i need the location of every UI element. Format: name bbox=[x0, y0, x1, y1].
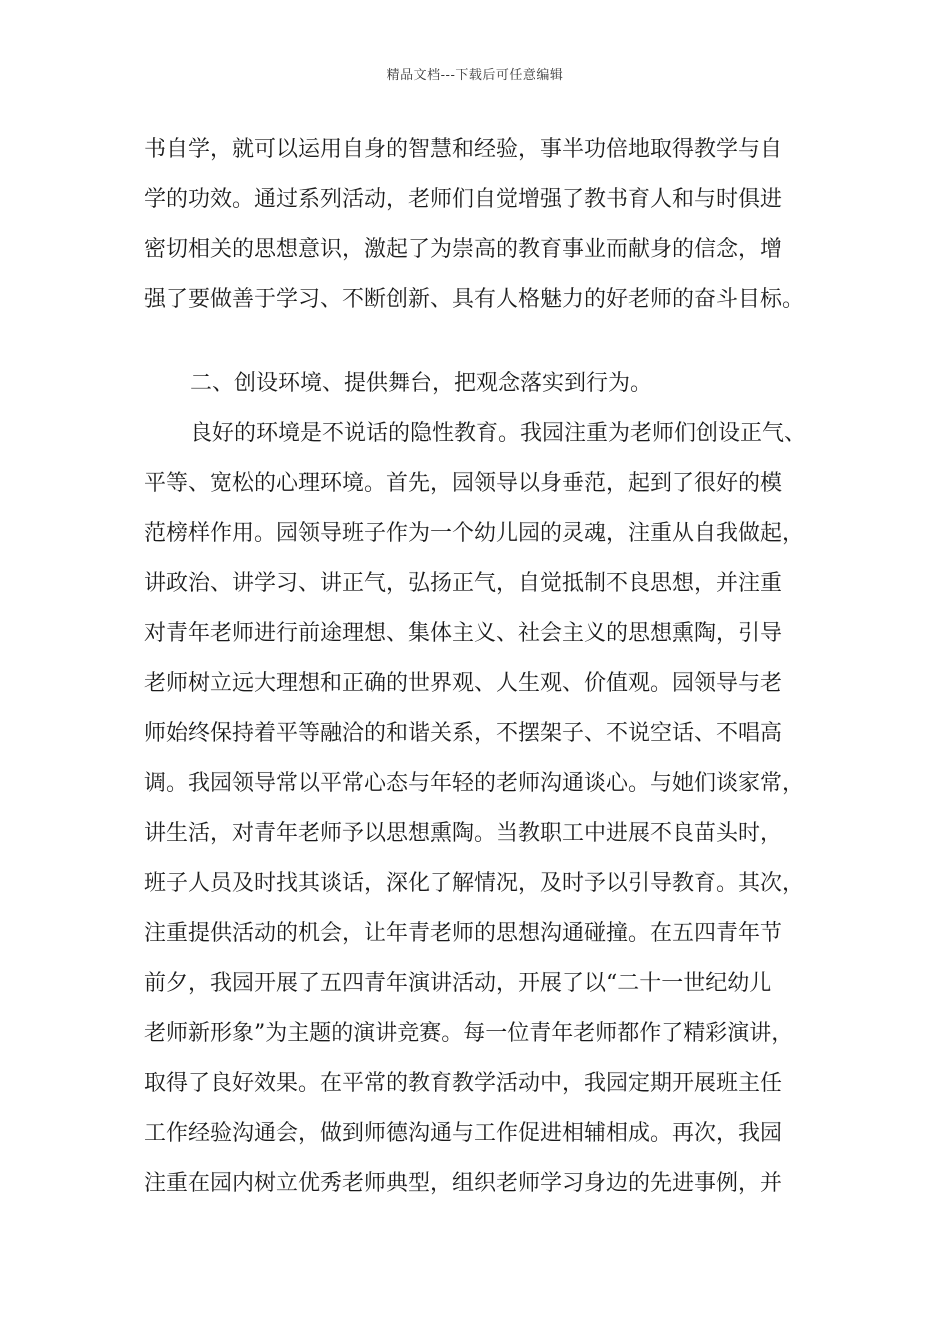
text-line: 老师新形象”为主题的演讲竞赛。每一位青年老师都作了精彩演讲， bbox=[144, 1021, 794, 1046]
document-body bbox=[144, 125, 834, 1209]
paragraph-continued bbox=[144, 125, 834, 325]
text-line: 对青年老师进行前途理想、集体主义、社会主义的思想熏陶，引导 bbox=[144, 621, 783, 646]
text-line: 书自学，就可以运用自身的智慧和经验，事半功倍地取得教学与自 bbox=[144, 137, 783, 162]
text-line: 取得了良好效果。在平常的教育教学活动中，我园定期开展班主任 bbox=[144, 1071, 783, 1096]
text-line: 注重在园内树立优秀老师典型，组织老师学习身边的先进事例，并 bbox=[144, 1171, 783, 1196]
text-line: 工作经验沟通会，做到师德沟通与工作促进相辅相成。再次，我园 bbox=[144, 1121, 783, 1146]
text-line: 讲政治、讲学习、讲正气，弘扬正气，自觉抵制不良思想，并注重 bbox=[144, 571, 783, 596]
text-line: 注重提供活动的机会，让年青老师的思想沟通碰撞。在五四青年节 bbox=[144, 921, 783, 946]
text-line: 调。我园领导常以平常心态与年轻的老师沟通谈心。与她们谈家常， bbox=[144, 771, 805, 796]
text-line: 密切相关的思想意识，激起了为崇高的教育事业而献身的信念，增 bbox=[144, 237, 783, 262]
paragraph-environment bbox=[144, 409, 834, 1209]
text-line: 强了要做善于学习、不断创新、具有人格魅力的好老师的奋斗目标。 bbox=[144, 287, 805, 312]
text-line: 学的功效。通过系列活动，老师们自觉增强了教书育人和与时俱进 bbox=[144, 187, 783, 212]
text-line: 师始终保持着平等融洽的和谐关系，不摆架子、不说空话、不唱高 bbox=[144, 721, 783, 746]
text-line: 良好的环境是不说话的隐性教育。我园注重为老师们创设正气、 bbox=[190, 421, 807, 446]
section-heading: 二、创设环境、提供舞台，把观念落实到行为。 bbox=[190, 371, 653, 396]
text-line: 老师树立远大理想和正确的世界观、人生观、价值观。园领导与老 bbox=[144, 671, 783, 696]
text-line: 班子人员及时找其谈话，深化了解情况，及时予以引导教育。其次， bbox=[144, 871, 805, 896]
text-line: 范榜样作用。园领导班子作为一个幼儿园的灵魂，注重从自我做起， bbox=[144, 521, 805, 546]
text-line: 前夕，我园开展了五四青年演讲活动，开展了以“二十一世纪幼儿 bbox=[144, 971, 772, 996]
text-line: 讲生活，对青年老师予以思想熏陶。当教职工中进展不良苗头时， bbox=[144, 821, 783, 846]
section-gap bbox=[144, 325, 834, 359]
page-header: 精品文档---下载后可任意编辑 bbox=[386, 68, 564, 83]
text-line: 平等、宽松的心理环境。首先，园领导以身垂范，起到了很好的模 bbox=[144, 471, 783, 496]
